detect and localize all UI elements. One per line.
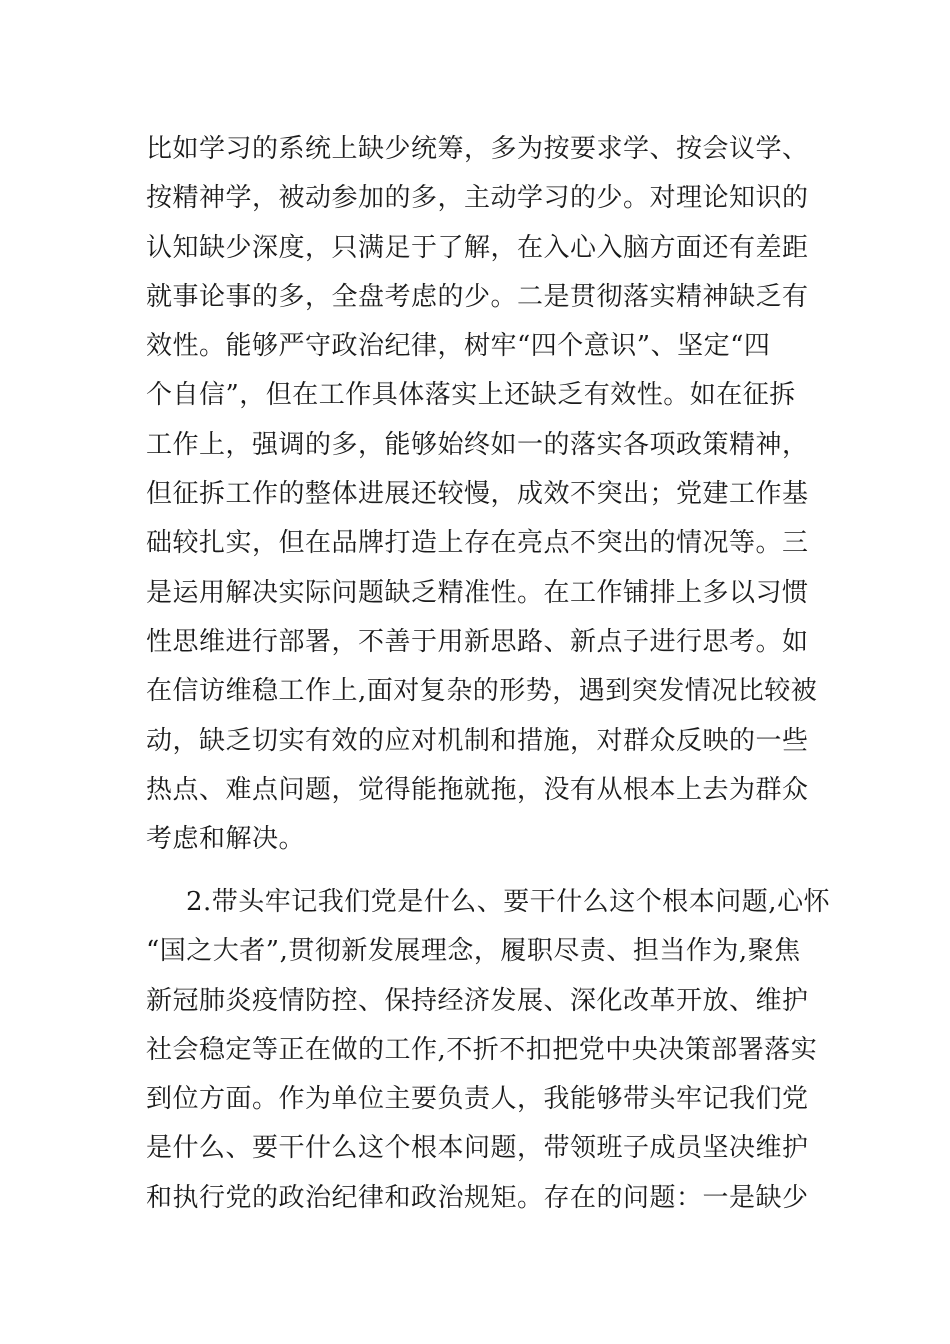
text-line: 是什么、要干什么这个根本问题，带领班子成员坚决维护 <box>146 1133 809 1164</box>
text-line: 动，缺乏切实有效的应对机制和措施，对群众反映的一些 <box>146 725 809 756</box>
paragraph-2 <box>146 878 831 1223</box>
text-line: 工作上，强调的多，能够始终如一的落实各项政策精神， <box>146 429 809 460</box>
text-line: 效性。能够严守政治纪律，树牢“四个意识”、坚定“四 <box>146 331 771 362</box>
text-line: “国之大者”,贯彻新发展理念，履职尽责、担当作为,聚焦 <box>146 936 801 967</box>
text-line: 在信访维稳工作上,面对复杂的形势，遇到突发情况比较被 <box>146 676 818 707</box>
text-line: 比如学习的系统上缺少统筹，多为按要求学、按会议学、 <box>146 134 809 164</box>
text-line: 按精神学，被动参加的多，主动学习的少。对理论知识的 <box>146 183 809 214</box>
text-line: 认知缺少深度，只满足于了解，在入心入脑方面还有差距 <box>146 232 809 263</box>
text-line: 热点、难点问题，觉得能拖就拖，没有从根本上去为群众 <box>146 774 809 805</box>
text-line: 础较扎实，但在品牌打造上存在亮点不突出的情况等。三 <box>146 528 809 559</box>
text-line: 个自信”，但在工作具体落实上还缺乏有效性。如在征拆 <box>146 380 796 411</box>
text-line: 和执行党的政治纪律和政治规矩。存在的问题：一是缺少 <box>146 1182 809 1213</box>
text-line-first: 2.带头牢记我们党是什么、要干什么这个根本问题,心怀 <box>186 887 831 917</box>
text-line: 考虑和解决。 <box>146 824 306 855</box>
text-line: 社会稳定等正在做的工作,不折不扣把党中央决策部署落实 <box>146 1034 818 1065</box>
text-line: 但征拆工作的整体进展还较慢，成效不突出；党建工作基 <box>146 479 809 510</box>
text-line: 到位方面。作为单位主要负责人，我能够带头牢记我们党 <box>146 1084 809 1115</box>
text-line: 新冠肺炎疫情防控、保持经济发展、深化改革开放、维护 <box>146 985 809 1016</box>
text-line: 就事论事的多，全盘考虑的少。二是贯彻落实精神缺乏有 <box>146 281 809 312</box>
text-line: 性思维进行部署，不善于用新思路、新点子进行思考。如 <box>146 626 809 657</box>
text-line: 是运用解决实际问题缺乏精准性。在工作铺排上多以习惯 <box>146 577 809 608</box>
paragraph-1 <box>146 125 818 864</box>
